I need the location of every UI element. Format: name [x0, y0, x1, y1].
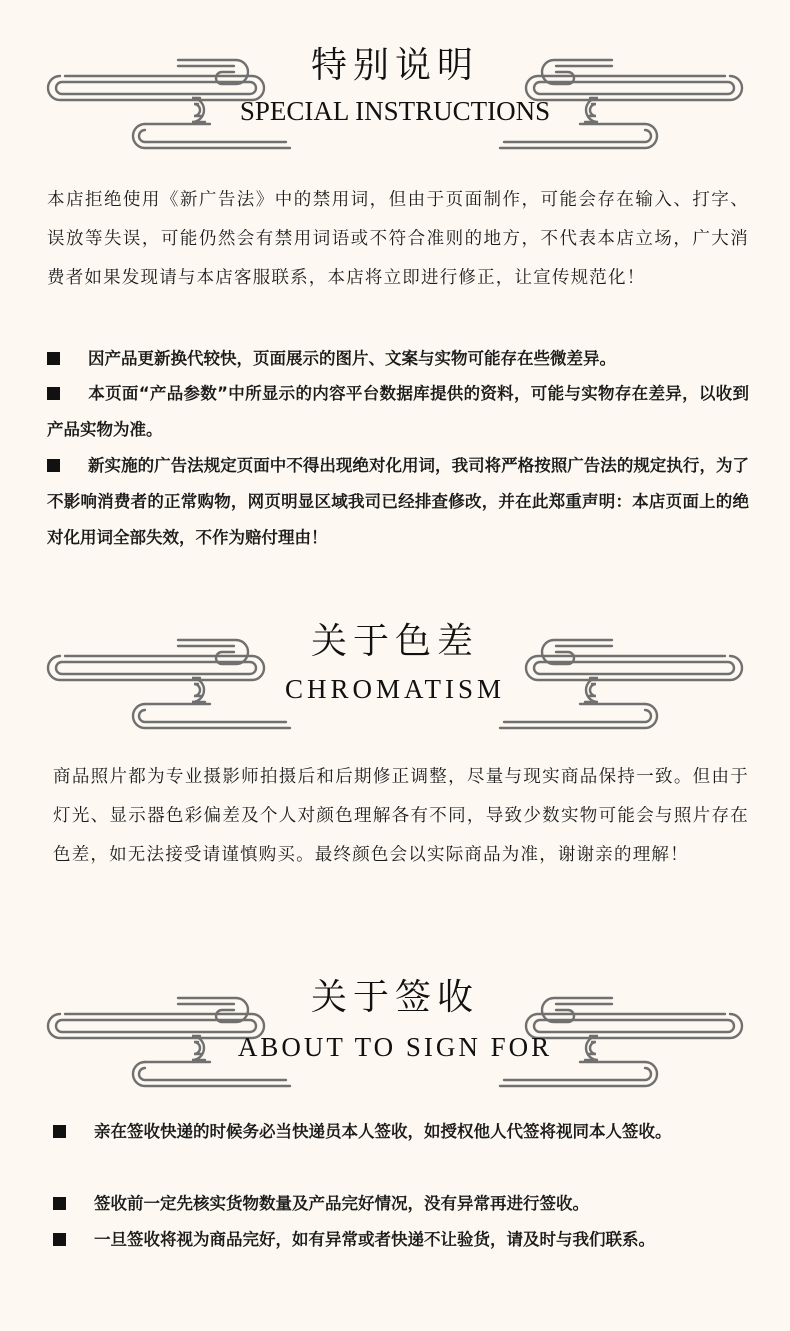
square-bullet-icon — [53, 1233, 66, 1246]
sign-title-cn: 关于签收 — [310, 977, 479, 1018]
chromatism-title-en: CHROMATISM — [284, 674, 506, 704]
special-bullet-1: 因产品更新换代较快，页面展示的图片、文案与实物可能存在些微差异。 — [47, 341, 749, 377]
special-intro-text: 本店拒绝使用《新广告法》中的禁用词，但由于页面制作，可能会存在输入、打字、误放等失误，可能仍然会有禁用词语或不符合准则的地方，不代表本店立场，广大消费者如果发现请与本店客服联系，本店将立即进行修正，让宣传规范化！ — [47, 190, 749, 288]
square-bullet-icon — [47, 352, 60, 365]
chromatism-header — [0, 620, 790, 730]
chromatism-text: 商品照片都为专业摄影师拍摄后和后期修正调整，尽量与现实商品保持一致。但由于灯光、显示器色彩偏差及个人对颜色理解各有不同，导致少数实物可能会与照片存在色差，如无法接受请谨慎购买。最终颜色会以实际商品为准，谢谢亲的理解！ — [53, 767, 749, 865]
special-bullet-3: 新实施的广告法规定页面中不得出现绝对化用词，我司将严格按照广告法的规定执行，为了不影响消费者的正常购物，网页明显区域我司已经排查修改，并在此郑重声明：本店页面上的绝对化用词全部失效，不作为赔付理由！ — [47, 456, 749, 547]
sign-bullet-2: 签收前一定先核实货物数量及产品完好情况，没有异常再进行签收。 — [53, 1186, 765, 1222]
square-bullet-icon — [53, 1125, 66, 1138]
special-title-en: SPECIAL INSTRUCTIONS — [239, 96, 551, 126]
sign-bullet-3: 一旦签收将视为商品完好，如有异常或者快递不让验货，请及时与我们联系。 — [53, 1222, 765, 1258]
square-bullet-icon — [47, 387, 60, 400]
sign-title-en: ABOUT TO SIGN FOR — [237, 1032, 553, 1062]
sign-header — [0, 978, 790, 1088]
chromatism-title-cn: 关于色差 — [310, 621, 479, 662]
special-title-cn: 特别说明 — [310, 45, 479, 86]
sign-bullet-1: 亲在签收快递的时候务必当快递员本人签收，如授权他人代签将视同本人签收。 — [53, 1114, 765, 1150]
square-bullet-icon — [53, 1197, 66, 1210]
special-bullet-2: 本页面“产品参数”中所显示的内容平台数据库提供的资料，可能与实物存在差异，以收到产品实物为准。 — [47, 384, 749, 439]
square-bullet-icon — [47, 459, 60, 472]
special-instructions-header — [0, 40, 790, 150]
